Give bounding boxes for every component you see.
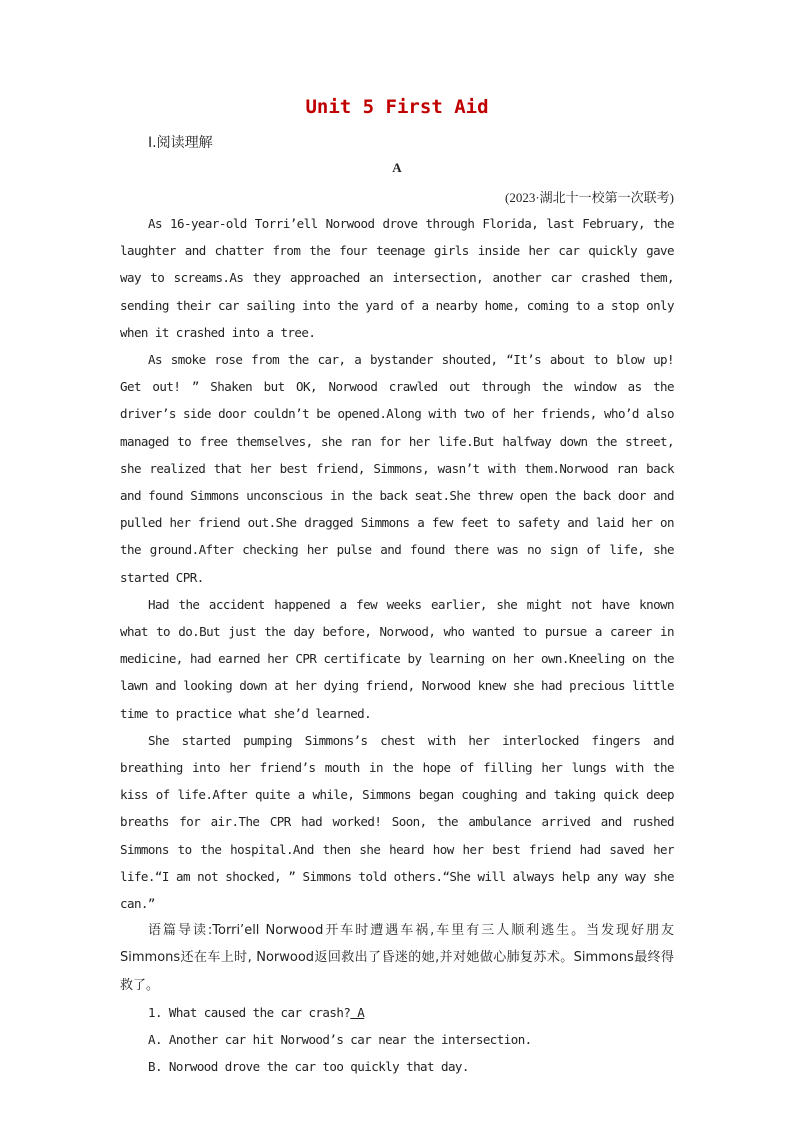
passage-source: (2023·湖北十一校第一次联考) [505, 190, 674, 205]
question-1 [120, 999, 674, 1026]
passage-label: A [392, 160, 402, 175]
option-a: A. Another car hit Norwood’s car near the intersection. [148, 1032, 532, 1048]
paragraph: Had the accident happened a few weeks earlier, she might not have known what to do.But just the day before, Norwood, who wanted to pursue a career in medicine, had earned her CPR certificate by learning on her own.Kneeling on the lawn and looking down at her dying friend, Norwood knew she had precious little time to practice what she’d learned. [120, 596, 674, 721]
paragraph: As smoke rose from the car, a bystander shouted, “It’s about to blow up! Get out! ” Shaken but OK, Norwood crawled out through the window as the driver’s side door couldn’t be opened.Along with two of her friends, who’d also managed to free themselves, she ran for her life.But halfway down the street, she realized that her best friend, Simmons, wasn’t with them.Norwood ran back and found Simmons unconscious in the back seat.She threw open the back door and pulled her friend out.She dragged Simmons a few feet to safety and laid her on the ground.After checking her pulse and found there was no sign of life, she started CPR. [120, 352, 674, 585]
question-answer: A [350, 1004, 365, 1020]
passage-body [120, 210, 674, 1081]
unit-title: Unit 5 First Aid [305, 96, 489, 118]
paragraph: She started pumping Simmons’s chest with her interlocked fingers and breathing into her friend’s mouth in the hope of filling her lungs with the kiss of life.After quite a while, Simmons began coughing and taking quick deep breaths for air.The CPR had worked! Soon, the ambulance arrived and rushed Simmons to the hospital.And then she heard how her best friend had saved her life.“I am not shocked, ” Simmons told others.“She will always help any way she can.” [120, 732, 674, 912]
reading-guide: 语篇导读:Torri’ell Norwood开车时遭遇车祸,车里有三人顺利逃生。当发现好朋友Simmons还在车上时, Norwood返回救出了昏迷的她,并对她做心肺复苏术。Simmons最终得救了。 [120, 923, 674, 993]
paragraph: As 16-year-old Torri’ell Norwood drove through Florida, last February, the laughter and chatter from the four teenage girls inside her car quickly gave way to screams.As they approached an intersection, another car crashed them, sending their car sailing into the yard of a nearby home, coming to a stop only when it crashed into a tree. [120, 216, 674, 340]
question-text: 1. What caused the car crash? [148, 1004, 351, 1020]
section-heading: Ⅰ.阅读理解 [148, 135, 213, 151]
option-b: B. Norwood drove the car too quickly that day. [148, 1059, 469, 1075]
